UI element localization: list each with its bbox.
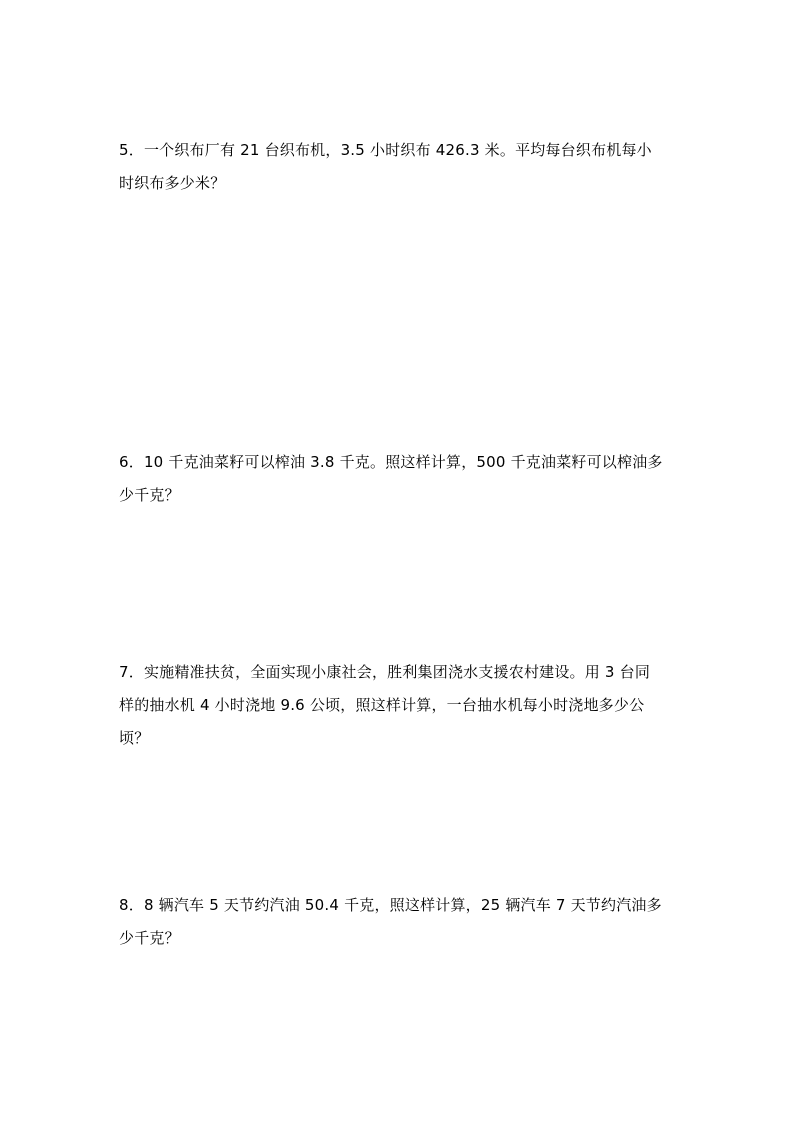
problem-7-line-2: 样的抽水机 4 小时浇地 9.6 公顷，照这样计算，一台抽水机每小时浇地多少公	[119, 696, 645, 714]
problem-8-line-1: 8．8 辆汽车 5 天节约汽油 50.4 千克，照这样计算，25 辆汽车 7 天节约汽油多	[119, 896, 662, 914]
problem-6-line-2: 少千克？	[119, 486, 180, 504]
problem-7-line-1: 7．实施精准扶贫，全面实现小康社会，胜利集团浇水支援农村建设。用 3 台同	[119, 663, 651, 681]
problem-6	[119, 446, 679, 512]
problem-8-line-2: 少千克？	[119, 929, 180, 947]
problem-7-line-3: 顷？	[119, 729, 150, 747]
problem-7	[119, 656, 679, 755]
problem-8	[119, 889, 679, 955]
problem-5-line-1: 5．一个织布厂有 21 台织布机，3.5 小时织布 426.3 米。平均每台织布机每小	[119, 141, 652, 159]
problem-6-line-1: 6．10 千克油菜籽可以榨油 3.8 千克。照这样计算，500 千克油菜籽可以榨油多	[119, 453, 663, 471]
problem-5	[119, 134, 679, 200]
problem-5-line-2: 时织布多少米？	[119, 174, 226, 192]
